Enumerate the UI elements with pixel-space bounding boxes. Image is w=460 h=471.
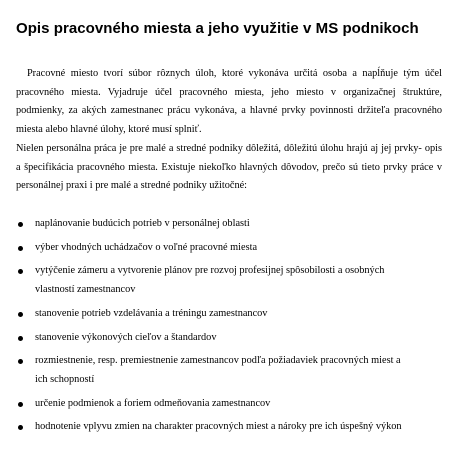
list-item	[16, 352, 442, 389]
list-item-text: výber vhodných uchádzačov o voľné pracovné miesta	[35, 241, 258, 253]
list-item	[16, 215, 442, 234]
list-item-text: rozmiestnenie, resp. premiestnenie zamestnancov podľa požiadaviek pracovných miest a	[35, 355, 401, 367]
list-item	[16, 239, 442, 258]
reasons-list	[16, 215, 442, 442]
bullet-icon	[18, 246, 23, 251]
list-item	[16, 395, 442, 414]
paragraph-intro: Pracovné miesto tvorí súbor rôznych úloh, ktoré vykonáva určitá osoba a napĺňuje tým účel pracovného miesta. Vyjadruje účel pracovného miesta, jeho miesto v organizačnej štruktúre, podmienky, za akých zamestnanec prácu vykonáva, a hlavné prvky povinnosti držiteľa pracovného miesta alebo hlavné úlohy, ktoré musí splniť.	[16, 68, 445, 136]
bullet-icon	[18, 402, 23, 407]
list-item	[16, 305, 442, 324]
list-item-text: naplánovanie budúcich potrieb v personálnej oblasti	[35, 218, 250, 229]
bullet-icon	[18, 359, 23, 364]
bullet-icon	[18, 336, 23, 341]
list-item	[16, 418, 442, 437]
document-body	[16, 65, 445, 196]
document-title: Opis pracovného miesta a jeho využitie v MS podnikoch	[16, 20, 419, 37]
bullet-icon	[18, 269, 23, 274]
paragraph-reasons: Nielen personálna práca je pre malé a stredné podniky dôležitá, dôležitú úlohu hrajú aj jej prvky- opis a špecifikácia pracovného miesta. Existuje niekoľko hlavných dôvodov, prečo sú tieto prvky práce v personálnej praxi i pre malé a stredné podniky užitočné:	[16, 142, 442, 192]
list-item-text: vytýčenie zámeru a vytvorenie plánov pre rozvoj profesijnej spôsobilosti a osobných	[35, 265, 385, 277]
list-item-continuation: ich schopností	[35, 373, 95, 385]
bullet-icon	[18, 222, 23, 227]
bullet-icon	[18, 425, 23, 430]
list-item-text: hodnotenie vplyvu zmien na charakter pracovných miest a nároky pre ich úspešný výkon	[35, 421, 402, 433]
list-item-continuation: vlastností zamestnancov	[35, 284, 136, 296]
list-item-text: určenie podmienok a foriem odmeňovania zamestnancov	[35, 397, 271, 409]
list-item	[16, 329, 442, 348]
list-item	[16, 262, 442, 299]
list-item-text: stanovenie výkonových cieľov a štandardov	[35, 331, 217, 343]
bullet-icon	[18, 312, 23, 317]
list-item-text: stanovenie potrieb vzdelávania a tréningu zamestnancov	[35, 307, 268, 319]
